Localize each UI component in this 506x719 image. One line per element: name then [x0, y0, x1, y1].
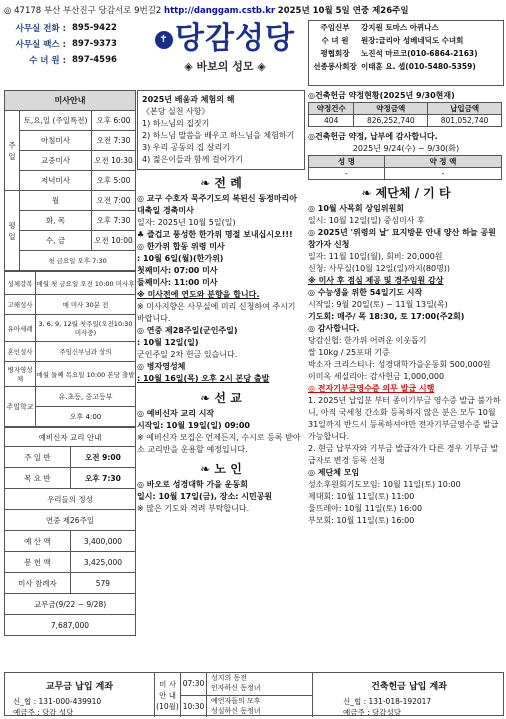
school-value: 오후 4:00 — [36, 407, 136, 427]
catechumen-time: 오후 7:30 — [70, 468, 135, 489]
mass-day: 교중미사 — [20, 151, 92, 171]
mission-title: ❧ 선 교 — [200, 391, 242, 405]
extra-label: 고해성사 — [5, 295, 36, 315]
youth-title-text: 노 인 — [214, 462, 242, 476]
mass-day: 수, 금 — [20, 231, 92, 251]
groups-list — [308, 203, 504, 527]
mass-title: 미사안내 — [5, 91, 136, 111]
mass-day: 첫 금요일 오후 7:30 — [20, 251, 136, 271]
thanks-value: - — [309, 168, 385, 180]
group-item: 시작일: 9월 20일(토) ~ 11월 13일(목) — [308, 300, 448, 309]
mass-time: 오전 7:30 — [92, 131, 136, 151]
youth-item: ◎ 바오로 성경대학 가을 운동회 — [137, 480, 248, 489]
staff-name: 이태훈 요. 셉(010-5480-5359) — [361, 62, 476, 71]
extra-value: 매월 둘째 목요일 10:00 본당 출발 — [36, 362, 136, 387]
issue-date: 2025년 10월 5일 연중 제26주일 — [277, 6, 409, 16]
group-item: ◎ 전자기부금영수증 의무 발급 시행 — [308, 384, 435, 393]
contact-label: 사무실 팩스 : — [15, 40, 66, 50]
liturgy-item: ♣ 즐겁고 풍성한 한가위 명절 보내십시오!!! — [137, 230, 293, 239]
homepage-url[interactable]: http://danggam.cstb.kr — [164, 6, 276, 16]
parish-name: 당감성당 — [175, 21, 295, 56]
liturgy-item: ◎ 교구 수호자 묵주기도의 복된신 동정마리아 대축일 경축미사 — [137, 194, 298, 215]
parish-motto: 바보의 성모 — [196, 60, 254, 73]
contact-value: 897-9373 — [72, 39, 117, 49]
offering-value: 3,425,000 — [70, 552, 135, 573]
mass-day: 저녁미사 — [20, 171, 92, 191]
catechumen-title: 예비신자 교리 안내 — [5, 428, 136, 447]
mass-intention: 예언자들의 모후 — [211, 697, 261, 705]
extra-value: 3, 6, 9, 12월 첫주일(오전10:30미사중) — [36, 315, 136, 342]
donation-status-title: ◎건축헌금 약정현황(2025년 9/30현재) — [308, 91, 455, 100]
staff-role: 수 녀 원 — [321, 36, 349, 45]
group-item: 1. 2025년 납입분 부터 종이기부금 영수증 발급 불가하니, 아직 국세청 간소화 등록하지 않은 분은 모두 10월 31일까지 반드시 등록하셔야만 전자기부금영수증 발급 가능합니다. — [308, 396, 501, 441]
school-fee-title: 교무금(9/22 ~ 9/28) — [5, 594, 136, 615]
donation-header: 약정건수 — [309, 103, 354, 115]
liturgy-item: : 10월 16일(목) 오후 2시 본당 출발 — [137, 374, 270, 383]
mass-day: 월 — [20, 191, 92, 211]
youth-item: ※ 많은 기도와 격려 부탁합니다. — [137, 504, 250, 513]
extra-value: 주임신부님과 상의 — [36, 342, 136, 362]
thanks-header: 성 명 — [309, 156, 385, 168]
mass-intention: 성실하신 동정녀 — [211, 707, 261, 715]
contact-value: 895-9422 — [72, 23, 117, 33]
group-item: 기도회: 매주/ 목 18:30, 토 17:00(주2회) — [308, 312, 465, 321]
liturgy-item: ◎ 한가위 합동 위령 미사 — [137, 242, 225, 251]
thanks-header: 약 정 액 — [384, 156, 501, 168]
liturgy-item: ◎ 병자영성체 — [137, 362, 186, 371]
building-account-holder: 예금주 : 당감성당 — [343, 708, 402, 717]
youth-item: 일시: 10월 17일(금), 장소: 시민공원 — [137, 492, 273, 501]
group-item: 2. 현금 납부자와 기부금 발급자가 다른 경우 기부금 발급자로 변경 등록 신청 — [308, 444, 499, 465]
mission-item: ※ 예비신자 모집은 언제든지, 수시로 등록 받아 소 교리반을 운용할 예정입니다. — [137, 433, 301, 454]
staff-role: 선종봉사회장 — [313, 62, 357, 71]
contact-label: 사무실 전화 : — [15, 24, 66, 34]
mass-time: 오전 7:00 — [92, 191, 136, 211]
liturgy-item: 둘째미사: 11:00 미사 — [137, 278, 218, 287]
liturgy-item: ※ 미사지향은 사무실에 미리 신청하여 주시기 바랍니다. — [137, 302, 296, 323]
mass-intention: 인자하신 동정녀 — [211, 684, 261, 692]
catechumen-time: 오전 9:00 — [70, 447, 135, 468]
catechumen-day: 주 일 반 — [5, 447, 71, 468]
mass-times — [181, 673, 207, 717]
group-item: 쌀 10kg / 25포대 기증 — [308, 348, 390, 357]
contact-label: 수 녀 원 : — [29, 56, 66, 66]
mass-day: 화, 목 — [20, 211, 92, 231]
mass-time: 오후 7:30 — [92, 211, 136, 231]
group-item: 성소후원회기도모임: 10월 11일(토) 10:00 — [308, 480, 461, 489]
mass-guide-label — [155, 673, 181, 717]
yearly-theme — [137, 90, 305, 170]
sunday-label: 주일 — [5, 111, 20, 191]
contact-box — [4, 20, 142, 84]
group-item: 제대회: 10월 11일(토) 11:00 — [308, 492, 415, 501]
header-line — [4, 4, 502, 18]
circle-mark: ◎ — [4, 6, 12, 16]
donation-thanks-title: ◎건축헌금 약정, 납부에 감사합니다. — [308, 132, 438, 141]
liturgy-list — [137, 193, 305, 385]
school-fee-account-holder: 예금주 : 당감 성당 — [13, 708, 74, 717]
extra-label: 병자영성체 — [5, 362, 36, 387]
group-item: 일시: 10월 12일(일) 중심미사 후 — [308, 216, 425, 225]
building-account-title: 건축헌금 납입 계좌 — [371, 682, 447, 692]
group-item: 당감신협: 한가위 어려운 이웃돕기 — [308, 336, 427, 345]
youth-list — [137, 479, 305, 515]
liturgy-title: ❧ 전 례 — [200, 176, 242, 190]
staff-role: 평협회장 — [320, 49, 350, 58]
mass-guide-text: 미 사 안 내 — [159, 680, 176, 700]
mass-schedule — [4, 90, 136, 636]
mass-time: 오전 10:00 — [92, 231, 136, 251]
extra-value: 매월 첫 금요일 오전 10:00 미사후 — [36, 272, 136, 295]
mission-list — [137, 408, 305, 456]
group-item: ◎ 2025년 '위령의 날' 묘지방문 안내 양산 하늘 공원 참가자 신청 — [308, 228, 496, 249]
liturgy-item: : 10월 6일(월)(한가위) — [137, 254, 224, 263]
weekday-label: 평일 — [5, 191, 20, 271]
liturgy-item: : 10월 12일(일) — [137, 338, 199, 347]
mass-day: 아침미사 — [20, 131, 92, 151]
mission-item: ◎ 예비신자 교리 시작 — [137, 409, 215, 418]
group-item: 부모회: 10월 11일(토) 16:00 — [308, 516, 415, 525]
liturgy-item: ◎ 연중 제28주일(군인주일) — [137, 326, 238, 335]
school-label: 주일학교 — [5, 387, 36, 427]
group-item: 일자: 11월 10일(월), 회비: 20,000원 — [308, 252, 443, 261]
building-account — [313, 673, 505, 717]
extra-label: 혼인성사 — [5, 342, 36, 362]
middle-column — [137, 90, 305, 515]
mass-time: 07:30 — [181, 673, 206, 696]
group-item: 신청: 사무실(10월 12일(일)까지(80명)) — [308, 264, 451, 273]
theme-item: 2) 하느님 말씀을 배우고 하느님을 체험하기 — [142, 131, 295, 140]
offering-label: 봉 헌 액 — [5, 552, 71, 573]
mass-time: 오전 10:30 — [92, 151, 136, 171]
groups-title-text: 제단체 / 기 타 — [375, 186, 451, 200]
theme-item: 3) 우리 공동의 집 살리기 — [142, 143, 230, 152]
school-fee-account — [5, 673, 155, 717]
extra-label: 유아세례 — [5, 315, 36, 342]
donation-header: 약정금액 — [354, 103, 428, 115]
building-account-number: 신_협 : 131-018-192017 — [343, 697, 432, 706]
catechumen-day: 목 요 반 — [5, 468, 71, 489]
extra-value: 매 미사 30분 전 — [36, 295, 136, 315]
mission-item: 시작일: 10월 19일(일) 09:00 — [137, 421, 250, 430]
thanks-value: - — [384, 168, 501, 180]
theme-item: 4) 젊은이들과 함께 걸어가기 — [142, 155, 243, 164]
mass-time: 10:30 — [182, 702, 205, 711]
liturgy-item: 첫째미사: 07:00 미사 — [137, 266, 218, 275]
offering-subtitle: 연중 제26주일 — [5, 510, 136, 531]
right-column — [308, 90, 504, 527]
liturgy-title-text: 전 례 — [214, 176, 242, 190]
theme-title: 2025년 배움과 체험의 해 — [142, 95, 235, 104]
parish-emblem-icon: ✝ — [155, 31, 173, 49]
staff-name: 원장:글리아 성베네딕도 수녀회 — [361, 36, 464, 45]
contact-value: 897-4596 — [72, 55, 117, 65]
liturgy-item: 일자: 2025년 10월 5일(일) — [137, 218, 236, 227]
staff-name: 노진석 마르코(010-6864-2163) — [361, 49, 478, 58]
group-item: ◎ 제단체 모임 — [308, 468, 360, 477]
mass-time: 오후 5:00 — [92, 171, 136, 191]
offering-value: 3,400,000 — [70, 531, 135, 552]
mass-day: 토,요,일 (주일특전) — [20, 111, 92, 131]
group-item: ◎ 10월 사목회 상임위원회 — [308, 204, 405, 213]
offering-label: 미사 참례자 — [5, 573, 71, 594]
offering-title: 우리들의 정성 — [5, 489, 136, 510]
youth-title: ❧ 노 인 — [200, 462, 242, 476]
school-fee-value: 7,687,000 — [5, 615, 136, 636]
bottom-bar — [4, 672, 504, 716]
theme-sub: 《본당 실천 사항》 — [142, 107, 210, 116]
school-fee-account-number: 신_협 : 131-000-439910 — [13, 697, 102, 706]
group-item: ※ 미사 후 점심 제공 및 경주임원 감상 — [308, 276, 444, 285]
group-item: 울뜨레아: 10월 11일(토) 16:00 — [308, 504, 423, 513]
extra-label: 성체강복 — [5, 272, 36, 295]
parish-logo: ✝ 당감성당 ◈ 바보의 성모 ◈ — [142, 20, 308, 84]
donation-value: 404 — [309, 115, 354, 127]
offering-value: 579 — [70, 573, 135, 594]
liturgy-item: 군인주일 2차 헌금 있습니다. — [137, 350, 238, 359]
mass-guide-month: (10월) — [156, 702, 179, 711]
school-fee-account-title: 교무금 납입 계좌 — [45, 682, 114, 692]
staff-box — [308, 20, 504, 86]
group-item: 박소자 크리스티나: 성경대학가을운동회 500,000원 — [308, 360, 491, 369]
donation-value: 826,252,740 — [354, 115, 428, 127]
mass-time: 오후 6:00 — [92, 111, 136, 131]
donation-header: 납입금액 — [428, 103, 502, 115]
mission-title-text: 선 교 — [214, 391, 242, 405]
offering-label: 예 산 액 — [5, 531, 71, 552]
mass-intention: 성지의 동전 — [211, 674, 248, 682]
donation-thanks-period: 2025년 9/24(수) ~ 9/30(화) — [352, 144, 460, 153]
mass-intentions — [207, 673, 313, 717]
theme-item: 1) 하느님의 집짓기 — [142, 119, 210, 128]
liturgy-item: ※ 미사전에 연도와 분향을 합니다. — [137, 290, 260, 299]
groups-title: ❧ 제단체 / 기 타 — [361, 186, 451, 200]
group-item: ◎ 감사합니다. — [308, 324, 360, 333]
group-item: ◎ 수능생을 위한 54일기도 시작 — [308, 288, 423, 297]
address: 47178 부산 부산진구 당감서로 9번길2 — [14, 6, 162, 16]
group-item: 이미옥 세실리아: 감사헌금 1,000,000 — [308, 372, 445, 381]
staff-role: 주임신부 — [320, 23, 350, 32]
donation-value: 801,052,740 — [428, 115, 502, 127]
school-value: 유.초등, 중고등부 — [36, 387, 136, 407]
staff-name: 강지원 토마스 아퀴나스 — [361, 23, 439, 32]
